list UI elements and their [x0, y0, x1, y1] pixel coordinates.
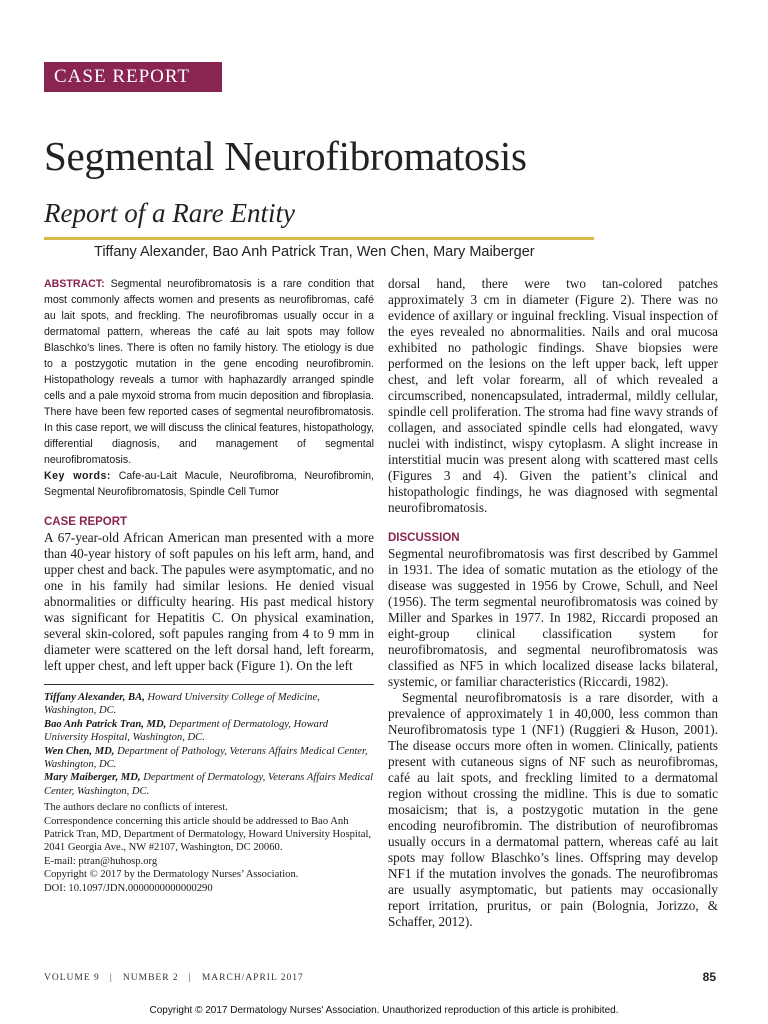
affiliation-divider: [44, 684, 374, 685]
left-column: [44, 276, 374, 895]
right-column: [388, 276, 718, 930]
affiliation-desc: Howard University College of Medicine, Washington, DC.: [44, 692, 320, 717]
affiliation-name: Mary Maiberger, MD,: [44, 772, 141, 784]
copyright-notice: Copyright © 2017 Dermatology Nurses' Association. Unauthorized reproduction of this article is prohibited.: [149, 1005, 619, 1016]
case-report-heading: CASE REPORT: [44, 516, 128, 528]
affiliation-name: Tiffany Alexander, BA,: [44, 692, 145, 703]
affiliation-item: [44, 745, 374, 772]
discussion-heading: DISCUSSION: [388, 532, 460, 544]
correspondence: Correspondence concerning this article should be addressed to Bao Anh Patrick Tran, MD, Department of Dermatology, Howard University Hospital, 2041 Georgia Ave., NW #2107, Washington, DC 20060.: [44, 815, 372, 854]
author-list: Tiffany Alexander, Bao Anh Patrick Tran, Wen Chen, Mary Maiberger: [94, 244, 535, 260]
case-report-continued: dorsal hand, there were two tan-colored patches approximately 3 cm in diameter (Figure 2). There was no evidence of axillary or inguinal freckling. Visual inspection of the eyes revealed no abnormalities. Nails and oral mucosa exhibited no pathologic findings. Shave biopsies were performed on the lesions on the left upper back, left upper chest, and left volar forearm, all of which revealed a circumscribed, nonencapsulated, intradermal, mildly cellular, spindle cell proliferation. The stroma had fine wavy strands of collagen, and associated spindle cells had elongated, wavy nuclei with indistinct, wispy cytoplasm. A slight increase in interstitial mucin was present along with scattered mast cells (Figures 3 and 4). Given the patient’s clinical and histopathologic findings, he was diagnosed with segmental neurofibromatosis.: [388, 276, 718, 515]
affiliation-item: [44, 718, 374, 745]
affiliation-item: [44, 771, 374, 798]
abstract-label: ABSTRACT:: [44, 278, 105, 290]
conflict-statement: The authors declare no conflicts of interest.: [44, 802, 228, 814]
keywords-label: Key words:: [44, 470, 111, 482]
affiliation-desc: Department of Pathology, Veterans Affairs Medical Center, Washington, DC.: [44, 745, 368, 771]
keywords-text: Cafe-au-Lait Macule, Neurofibroma, Neurofibromin, Segmental Neurofibromatosis, Spindle Cell Tumor: [44, 470, 374, 498]
abstract: [44, 276, 374, 468]
affiliation-item: [44, 691, 374, 718]
email[interactable]: E-mail: ptran@huhosp.org: [44, 855, 158, 867]
keywords: [44, 468, 374, 500]
issue-info: VOLUME 9 | NUMBER 2 | MARCH/APRIL 2017: [44, 973, 304, 983]
case-report-text: A 67-year-old African American man presented with a more than 40-year history of soft papules on his left arm, hand, and upper chest and back. The papules were asymptomatic, and no one in his family had similar lesions. He denied visual abnormalities or difficulty hearing. His past medical history was significant for Hepatitis C. On physical examination, several skin-colored, soft papules ranging from 4 to 9 mm in diameter were scattered on the left dorsal hand, left forearm, left upper chest, and left upper back (Figure 1). On the left: [44, 530, 374, 673]
affiliation-desc: Department of Dermatology, Veterans Affairs Medical Center, Washington, DC.: [44, 772, 374, 797]
article-title: Segmental Neurofibromatosis: [44, 133, 527, 179]
copyright-line: Copyright © 2017 by the Dermatology Nurses’ Association.: [44, 869, 299, 881]
affiliations: [44, 691, 374, 895]
article-type-badge: CASE REPORT: [44, 62, 222, 92]
page-number: 85: [702, 970, 716, 984]
title-divider: [44, 237, 594, 240]
article-subtitle: Report of a Rare Entity: [44, 198, 295, 228]
affiliation-desc: Department of Dermatology, Howard University Hospital, Washington, DC.: [44, 718, 328, 744]
discussion-paragraph-1: Segmental neurofibromatosis was first described by Gammel in 1931. The idea of somatic mutation as the etiology of the disease was suggested in 1956 by Crowe, Schull, and Neel (1956). The term segmental neurofibromatosis was coined by Miller and Sparkes in 1977. In 1982, Riccardi proposed an eight-group clinical classification system for neurofibromatosis, and segmental neurofibromatosis was classified as NF5 in which localized disease lacks bilateral, systemic, or familiar characteristics (Riccardi, 1982).: [388, 546, 718, 689]
affiliation-name: Wen Chen, MD,: [44, 745, 115, 757]
doi[interactable]: DOI: 10.1097/JDN.0000000000000290: [44, 882, 213, 894]
discussion-paragraph-2: Segmental neurofibromatosis is a rare disorder, with a prevalence of approximately 1 in 40,000, less common than Neurofibromatosis type 1 (NF1) (Ruggieri & Huson, 2001). The disease occurs more often in women. Clinically, patients present with cutaneous signs of NF such as neurofibromas, café au lait spots, and freckling limited to a dermatomal region without crossing the midline. This is due to somatic mosaicism; that is, a postzygotic mutation in the gene encoding neurofibromin. The distribution of neurofibromas usually occurs in a dermatomal pattern, whereas café au lait spots may follow Blaschko’s lines. Offspring may develop NF1 if the mutation involves the gonads. The neurofibromas are usually asymptomatic, but patients may occasionally report irritation, pruritus, or pain (Bolognia, Jorizzo, & Schaffer, 2012).: [388, 690, 718, 929]
abstract-text: Segmental neurofibromatosis is a rare condition that most commonly affects women and presents as neurofibromas, café au lait spots, and freckling. The neurofibromas usually occur in a dermatomal pattern, whereas the café au lait spots may follow Blaschko’s lines. There is often no family history. The etiology is due to a postzygotic mutation in the gene encoding neurofibromin. Histopathology reveals a tumor with haphazardly arranged spindle cells and a pale myxoid stroma from mucin deposition and fibroplasia. There have been few reported cases of segmental neurofibromatosis. In this case report, we will discuss the clinical features, histopathology, differential diagnosis, and management of segmental neurofibromatosis.: [44, 278, 374, 466]
affiliation-name: Bao Anh Patrick Tran, MD,: [44, 718, 167, 730]
